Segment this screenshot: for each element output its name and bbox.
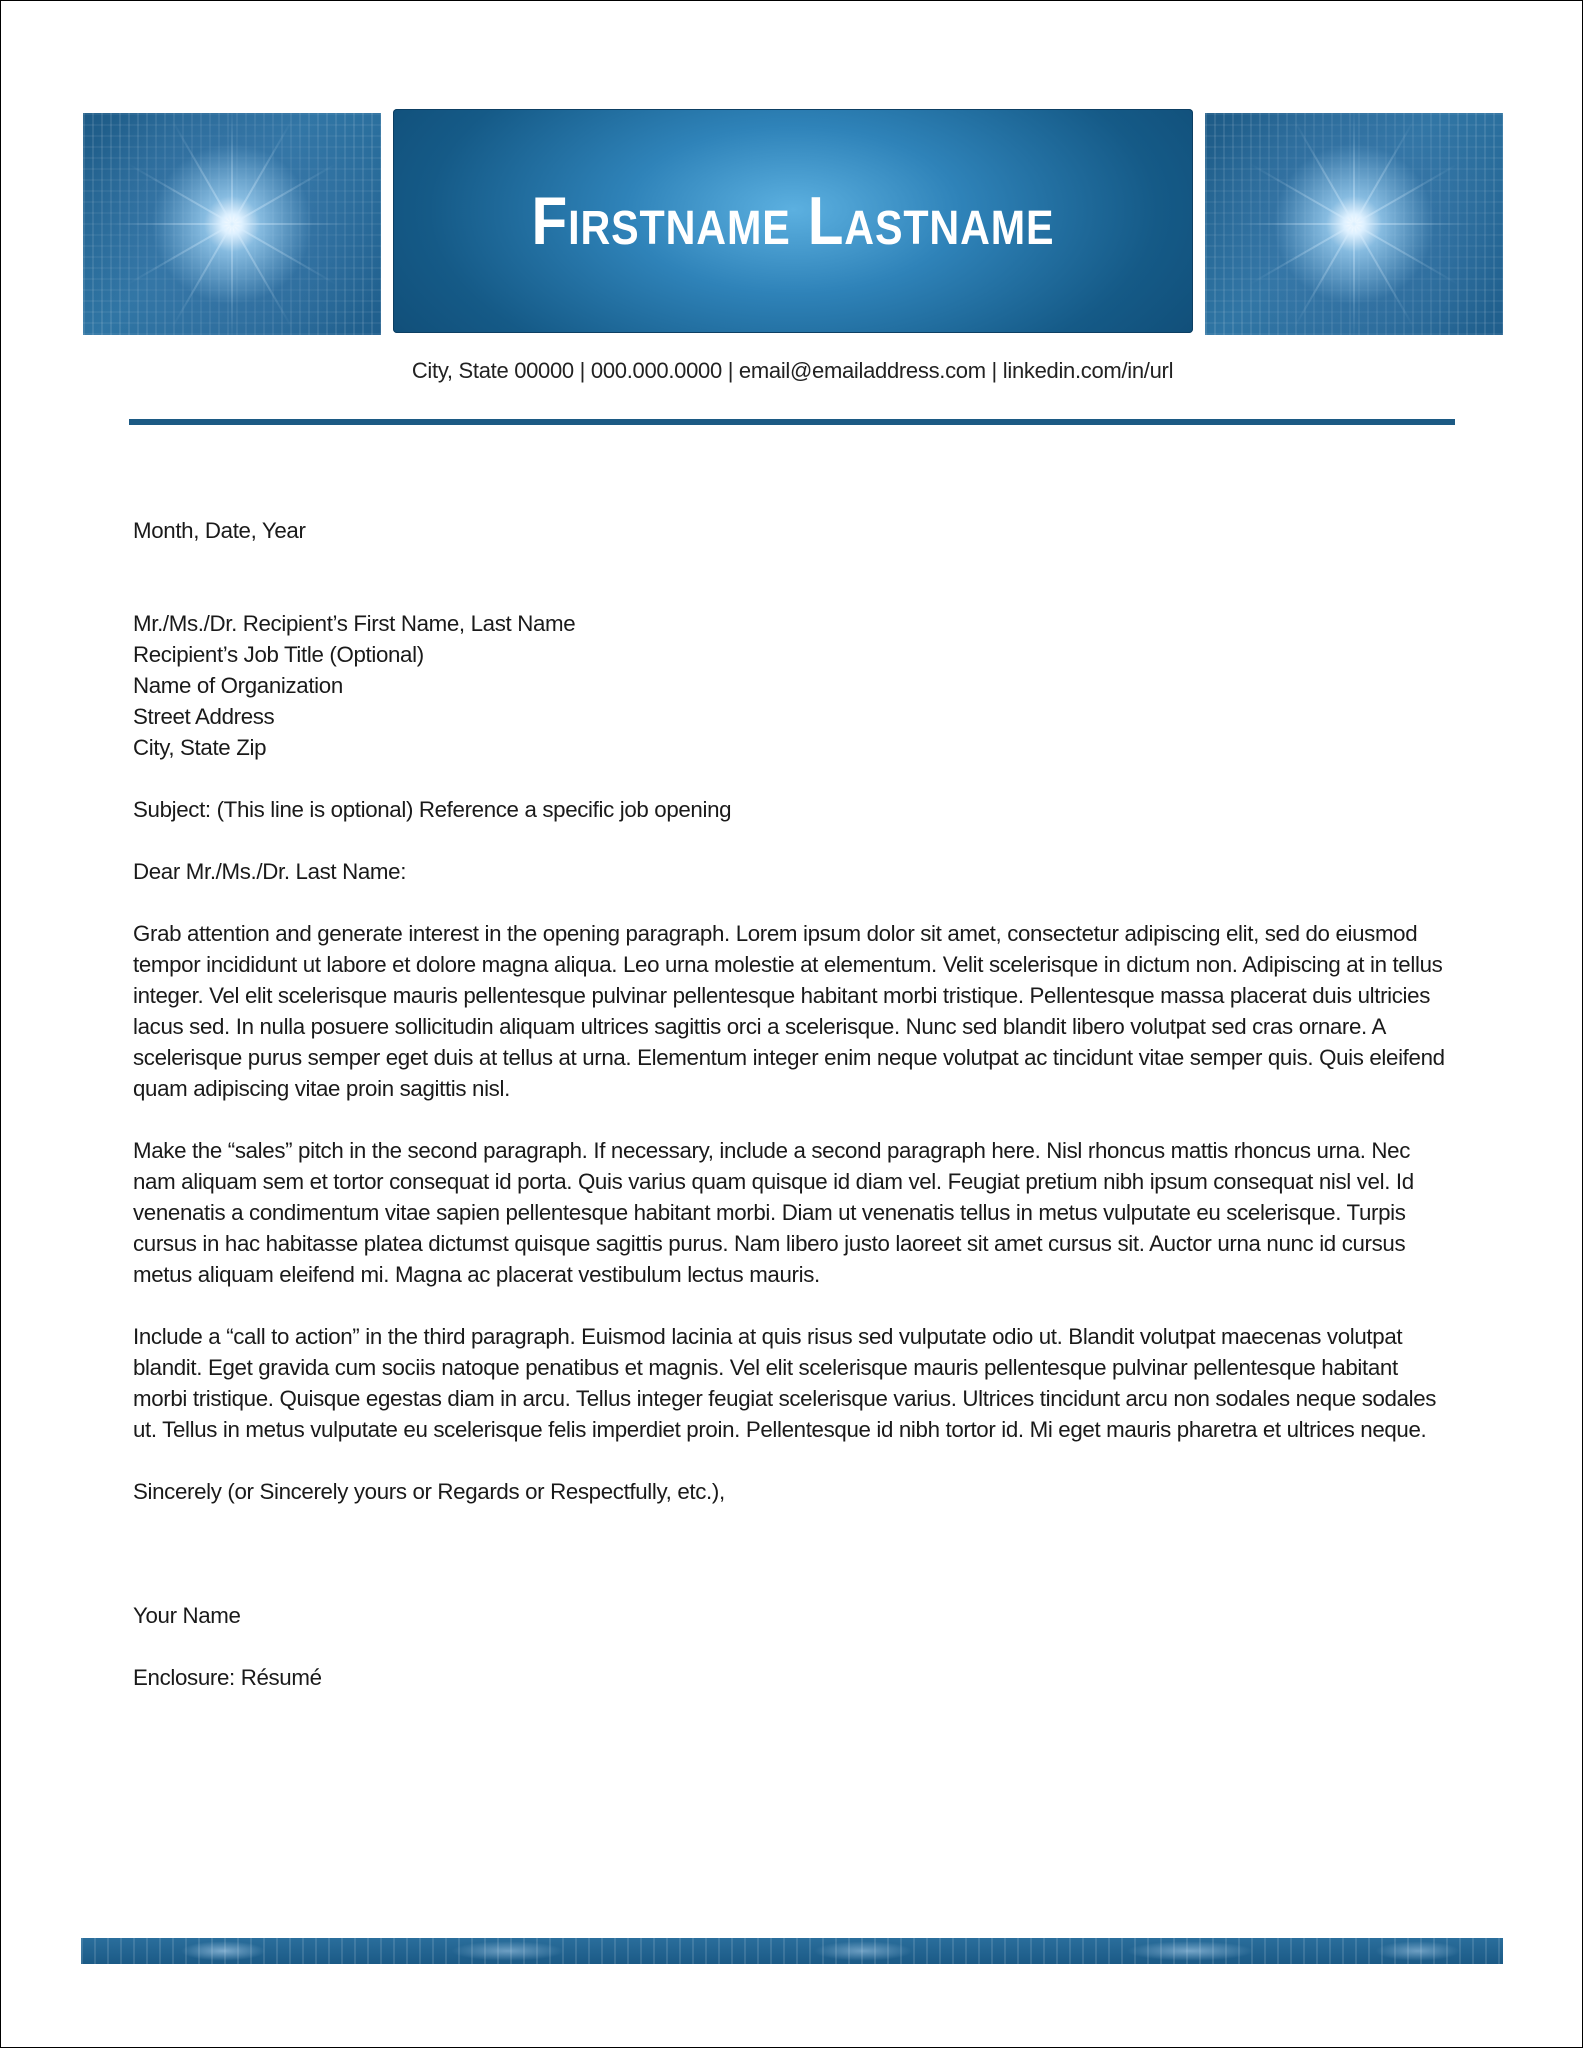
enclosure-line: Enclosure: Résumé: [133, 1665, 322, 1690]
recipient-organization: Name of Organization: [133, 673, 343, 698]
salutation: Dear Mr./Ms./Dr. Last Name:: [133, 859, 407, 884]
paragraph-sales: Make the “sales” pitch in the second paragraph. If necessary, include a second paragraph here. Nisl rhoncus mattis rhoncus urna. Nec nam aliquam sem et tortor consequat id porta. Quis varius quam quisque id diam vel. Feugiat pretium nibh ipsum consequat nisl vel. Id venenatis a condimentum vitae sapien pellentesque habitant morbi. Diam ut venenatis tellus in metus vulputate eu scelerisque. Turpis cursus in hac habitasse platea dictumst quisque sagittis purus. Nam libero justo laoreet sit amet cursus sit. Auctor urna nunc id cursus metus aliquam eleifend mi. Magna ac placerat vestibulum lectus mauris.: [133, 1138, 1414, 1287]
recipient-block: [133, 608, 1453, 763]
applicant-name: Firstname Lastname: [531, 183, 1055, 259]
recipient-city: City, State Zip: [133, 735, 267, 760]
header-decorative-image-left: [83, 113, 381, 335]
subject-line: Subject: (This line is optional) Reference a specific job opening: [133, 797, 732, 822]
header-divider: [129, 419, 1455, 425]
paragraph-opening: Grab attention and generate interest in the opening paragraph. Lorem ipsum dolor sit amet, consectetur adipiscing elit, sed do eiusmod tempor incididunt ut labore et dolore magna aliqua. Leo urna molestie at elementum. Velit scelerisque in dictum non. Adipiscing at in tellus integer. Vel elit scelerisque mauris pellentesque pulvinar pellentesque habitant morbi tristique. Pellentesque massa placerat duis ultricies lacus sed. In nulla posuere sollicitudin aliquam ultrices sagittis orci a scelerisque. Nunc sed blandit libero volutpat sed cras ornare. A scelerisque purus semper eget duis at tellus at urna. Elementum integer enim neque volutpat ac tincidunt vitae semper quis. Quis eleifend quam adipiscing vitae proin sagittis nisl.: [133, 921, 1445, 1101]
footer-decorative-strip: [81, 1938, 1503, 1964]
letter-body: [133, 515, 1453, 1693]
header-name-banner: [393, 109, 1193, 333]
contact-line: City, State 00000 | 000.000.0000 | email@emailaddress.com | linkedin.com/in/url: [411, 358, 1174, 383]
closing: Sincerely (or Sincerely yours or Regards or Respectfully, etc.),: [133, 1479, 725, 1504]
header-decorative-image-right: [1205, 113, 1503, 335]
recipient-street: Street Address: [133, 704, 275, 729]
signature-name: Your Name: [133, 1603, 241, 1628]
paragraph-call-to-action: Include a “call to action” in the third paragraph. Euismod lacinia at quis risus sed vulputate odio ut. Blandit volutpat maecenas volutpat blandit. Eget gravida cum sociis natoque penatibus et magnis. Vel elit scelerisque mauris pellentesque pulvinar pellentesque habitant morbi tristique. Quisque egestas diam in arcu. Tellus integer feugiat scelerisque varius. Ultrices tincidunt arcu non sodales neque sodales ut. Tellus in metus vulputate eu scelerisque felis imperdiet proin. Pellentesque id nibh tortor id. Mi eget mauris pharetra et ultrices neque.: [133, 1324, 1437, 1442]
recipient-title: Recipient’s Job Title (Optional): [133, 642, 424, 667]
recipient-name: Mr./Ms./Dr. Recipient’s First Name, Last Name: [133, 611, 576, 636]
letter-date: Month, Date, Year: [133, 518, 306, 543]
